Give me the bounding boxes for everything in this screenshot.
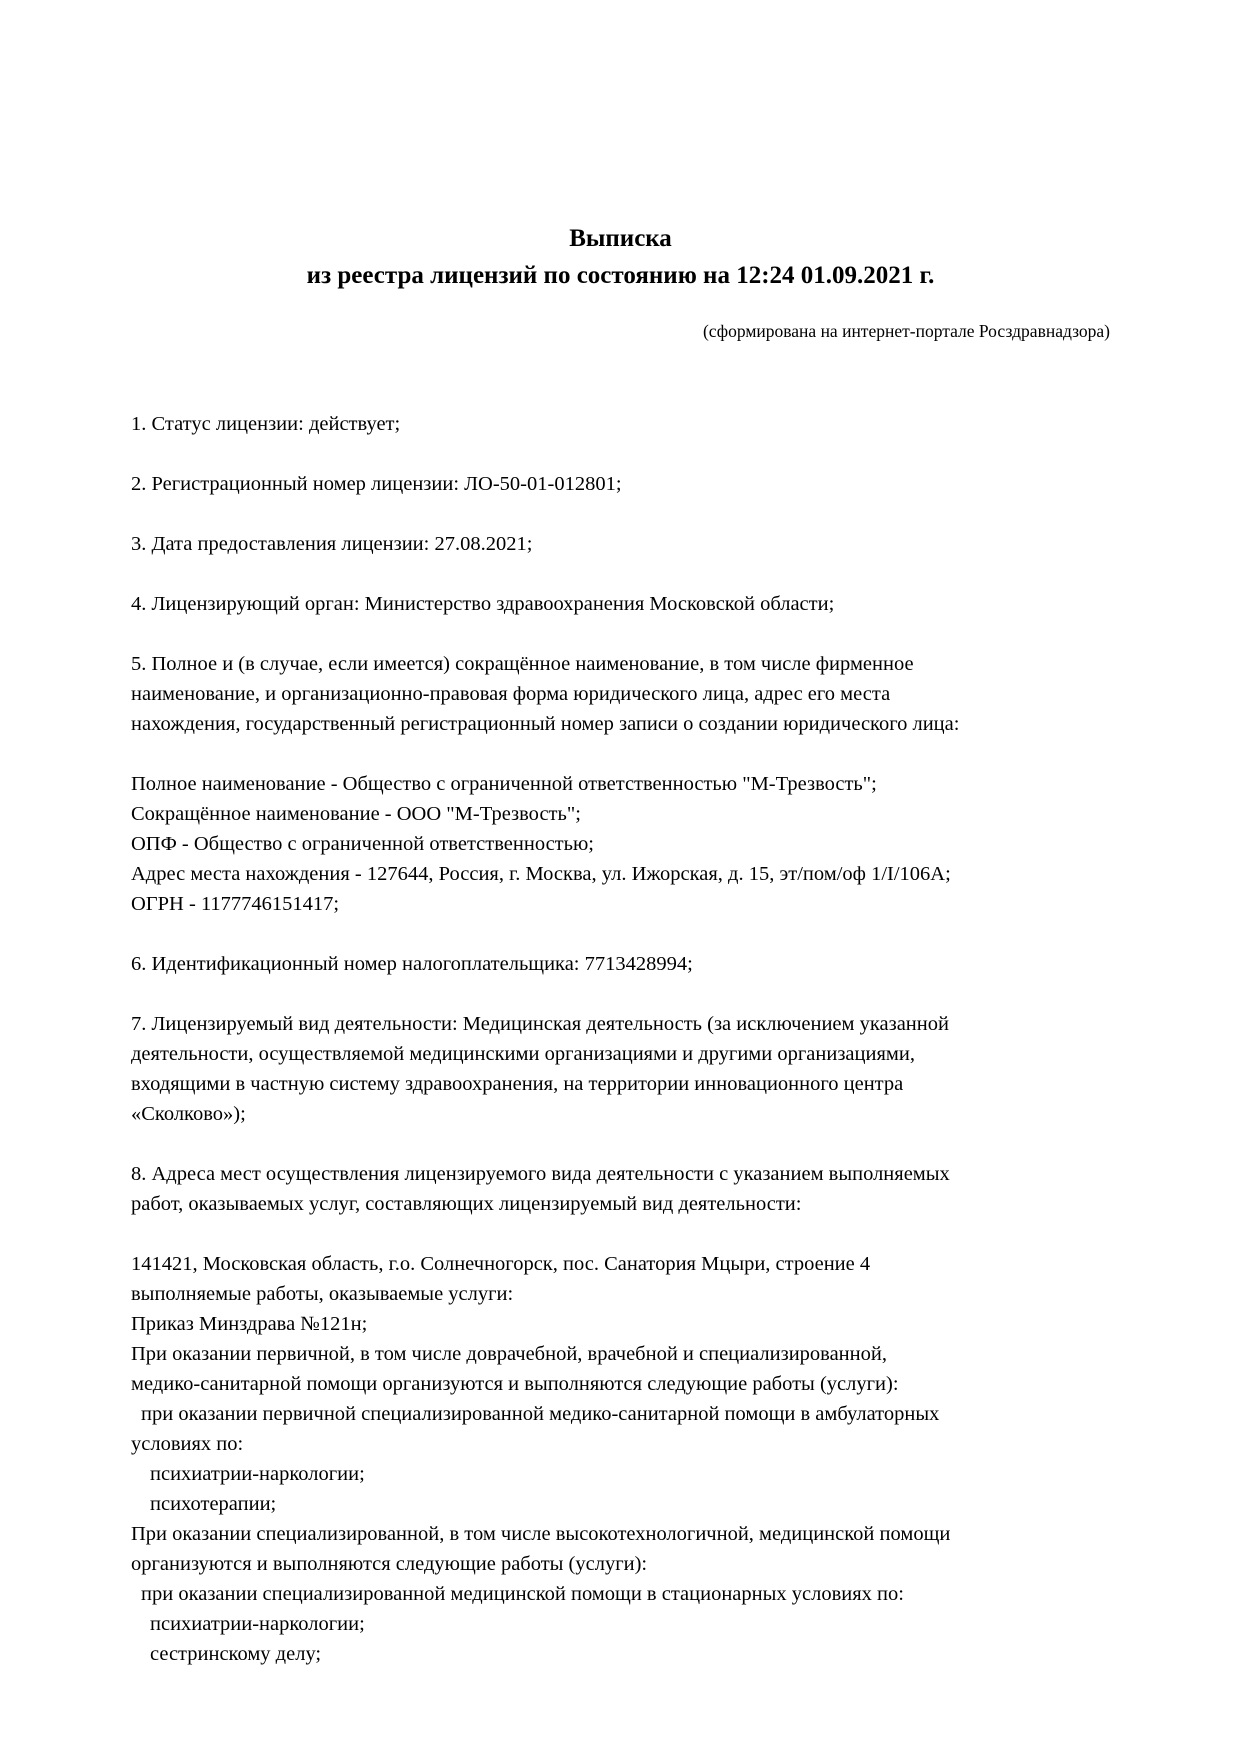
document-line: сестринскому делу;	[150, 1643, 322, 1665]
document-line: психотерапии;	[150, 1493, 277, 1515]
document-line: 3. Дата предоставления лицензии: 27.08.2021;	[131, 533, 533, 555]
document-line: при оказании первичной специализированной медико-санитарной помощи в амбулаторных	[141, 1403, 940, 1425]
document-subtitle: (сформирована на интернет-портале Росздравнадзора)	[702, 321, 1110, 341]
document-body	[131, 409, 1110, 1669]
document-line: 8. Адреса мест осуществления лицензируемого вида деятельности с указанием выполняемых	[131, 1163, 950, 1185]
document-line: «Сколково»);	[131, 1103, 246, 1125]
document-line: психиатрии-наркологии;	[150, 1463, 365, 1485]
document-line: входящими в частную систему здравоохранения, на территории инновационного центра	[131, 1073, 904, 1095]
document-line: 7. Лицензируемый вид деятельности: Медицинская деятельность (за исключением указанной	[131, 1013, 949, 1035]
document-line: 5. Полное и (в случае, если имеется) сокращённое наименование, в том числе фирменное	[131, 653, 914, 675]
document-line: 141421, Московская область, г.о. Солнечногорск, пос. Санатория Мцыри, строение 4	[131, 1253, 871, 1275]
document-line	[131, 919, 1110, 949]
document-line: деятельности, осуществляемой медицинскими организациями и другими организациями,	[131, 1043, 915, 1065]
document-line: ОГРН - 1177746151417;	[131, 893, 340, 915]
document-line: организуются и выполняются следующие работы (услуги):	[131, 1553, 648, 1575]
document-line	[131, 559, 1110, 589]
document-title-line-2: из реестра лицензий по состоянию на 12:24 01.09.2021 г.	[306, 262, 935, 289]
document-line: 6. Идентификационный номер налогоплательщика: 7713428994;	[131, 953, 693, 975]
document-line: психиатрии-наркологии;	[150, 1613, 365, 1635]
document-line: условиях по:	[131, 1433, 244, 1455]
document-line: При оказании первичной, в том числе доврачебной, врачебной и специализированной,	[131, 1343, 887, 1365]
document-line: Адрес места нахождения - 127644, Россия, г. Москва, ул. Ижорская, д. 15, эт/пом/оф 1/I/106А;	[131, 863, 951, 885]
document-line: 2. Регистрационный номер лицензии: ЛО-50-01-012801;	[131, 473, 622, 495]
document-line: При оказании специализированной, в том числе высокотехнологичной, медицинской помощи	[131, 1523, 951, 1545]
document-line: Полное наименование - Общество с ограниченной ответственностью "М-Трезвость";	[131, 773, 877, 795]
document-title-line-1: Выписка	[569, 225, 672, 252]
document-line	[131, 1219, 1110, 1249]
document-line	[131, 619, 1110, 649]
document-title	[131, 220, 1110, 294]
document-line: 1. Статус лицензии: действует;	[131, 413, 401, 435]
document-line	[131, 1129, 1110, 1159]
document-line: нахождения, государственный регистрационный номер записи о создании юридического лица:	[131, 713, 960, 735]
document-line	[131, 499, 1110, 529]
document-line	[131, 439, 1110, 469]
document-line: Сокращённое наименование - ООО "М-Трезвость";	[131, 803, 581, 825]
document-line: 4. Лицензирующий орган: Министерство здравоохранения Московской области;	[131, 593, 835, 615]
document-line: Приказ Минздрава №121н;	[131, 1313, 368, 1335]
document-line: медико-санитарной помощи организуются и выполняются следующие работы (услуги):	[131, 1373, 899, 1395]
document-line: при оказании специализированной медицинской помощи в стационарных условиях по:	[141, 1583, 904, 1605]
document-line	[131, 979, 1110, 1009]
document-line: ОПФ - Общество с ограниченной ответственностью;	[131, 833, 594, 855]
document-line: выполняемые работы, оказываемые услуги:	[131, 1283, 514, 1305]
document-line: работ, оказываемых услуг, составляющих лицензируемый вид деятельности:	[131, 1193, 802, 1215]
document-line: наименование, и организационно-правовая форма юридического лица, адрес его места	[131, 683, 891, 705]
document-line	[131, 739, 1110, 769]
